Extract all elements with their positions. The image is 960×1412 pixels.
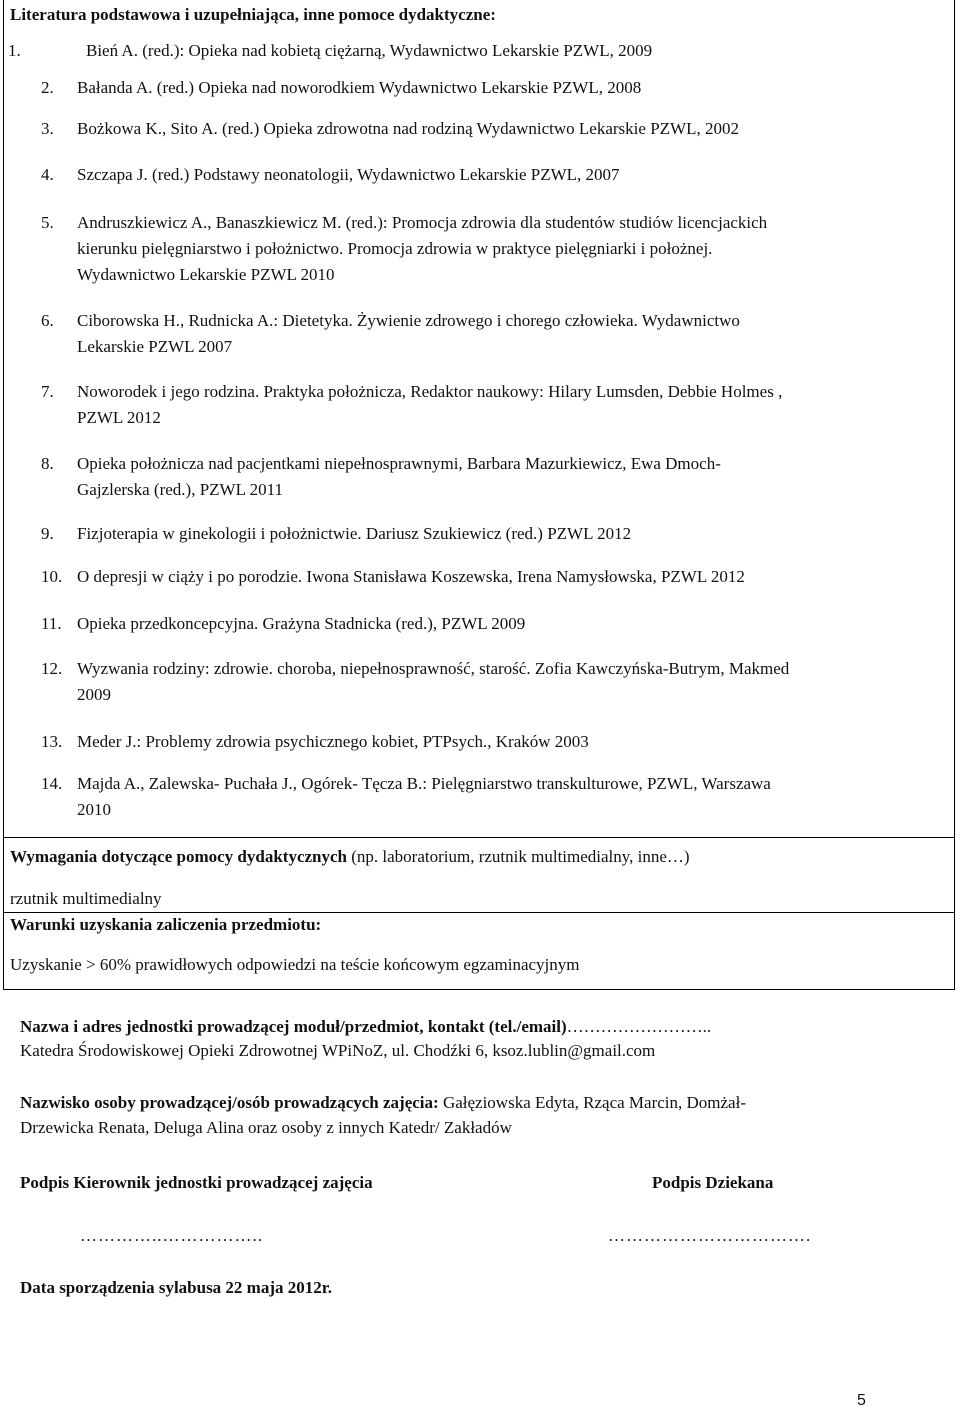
signature-right-dots: ……………………………. — [608, 1226, 812, 1245]
unit-label-line — [20, 1016, 711, 1038]
reference-text: 2010 — [77, 800, 111, 819]
reference-text: Opieka położnicza nad pacjentkami niepełnosprawnymi, Barbara Mazurkiewicz, Ewa Dmoch- — [77, 454, 721, 473]
reference-number: 10. — [41, 567, 63, 586]
reference-text: Wyzwania rodziny: zdrowie. choroba, niepełnosprawność, starość. Zofia Kawczyńska-Butrym, Makmed — [77, 659, 790, 678]
reference-text: Bałanda A. (red.) Opieka nad noworodkiem Wydawnictwo Lekarskie PZWL, 2008 — [77, 78, 642, 97]
reference-number: 4. — [41, 165, 54, 184]
reference-number: 9. — [41, 524, 54, 543]
reference-number: 5. — [41, 213, 54, 232]
reference-number: 8. — [41, 454, 54, 473]
teachers-value-2: Drzewicka Renata, Deluga Alina oraz osoby z innych Katedr/ Zakładów — [20, 1118, 512, 1137]
teachers-line-1 — [20, 1092, 746, 1114]
reference-text: Opieka przedkoncepcyjna. Grażyna Stadnicka (red.), PZWL 2009 — [77, 614, 526, 633]
requirements-value: rzutnik multimedialny — [10, 889, 162, 908]
reference-text: Ciborowska H., Rudnicka A.: Dietetyka. Żywienie zdrowego i chorego człowieka. Wydawnictwo — [77, 311, 740, 330]
reference-text: 2009 — [77, 685, 111, 704]
credit-heading: Warunki uzyskania zaliczenia przedmiotu: — [10, 915, 322, 934]
section-heading: Literatura podstawowa i uzupełniająca, inne pomoce dydaktyczne: — [10, 5, 496, 24]
reference-number: 12. — [41, 659, 63, 678]
reference-text: Szczapa J. (red.) Podstawy neonatologii, Wydawnictwo Lekarskie PZWL, 2007 — [77, 165, 620, 184]
unit-dots: …………………….. — [566, 1017, 712, 1036]
reference-text: Fizjoterapia w ginekologii i położnictwie. Dariusz Szukiewicz (red.) PZWL 2012 — [77, 524, 632, 543]
row-divider — [3, 912, 955, 913]
signature-left-label: Podpis Kierownik jednostki prowadzącej zajęcia — [20, 1173, 373, 1192]
reference-text: Noworodek i jego rodzina. Praktyka położnicza, Redaktor naukowy: Hilary Lumsden, Debbie Holmes , — [77, 382, 783, 401]
reference-text: Meder J.: Problemy zdrowia psychicznego kobiet, PTPsych., Kraków 2003 — [77, 732, 589, 751]
reference-number: 11. — [41, 614, 62, 633]
reference-text: Bożkowa K., Sito A. (red.) Opieka zdrowotna nad rodziną Wydawnictwo Lekarskie PZWL, 2002 — [77, 119, 739, 138]
reference-number: 2. — [41, 78, 54, 97]
reference-text: Andruszkiewicz A., Banaszkiewicz M. (red.): Promocja zdrowia dla studentów studiów licencjackich — [77, 213, 768, 232]
page-number: 5 — [857, 1392, 866, 1409]
unit-label: Nazwa i adres jednostki prowadzącej moduł/przedmiot, kontakt (tel./email) — [20, 1017, 567, 1036]
signature-left-dots: …………..…………….. — [80, 1226, 263, 1245]
credit-value: Uzyskanie > 60% prawidłowych odpowiedzi na teście końcowym egzaminacyjnym — [10, 955, 580, 974]
teachers-label: Nazwisko osoby prowadzącej/osób prowadzących zajęcia: — [20, 1093, 439, 1112]
reference-text: O depresji w ciąży i po porodzie. Iwona Stanisława Koszewska, Irena Namysłowska, PZWL 2012 — [77, 567, 745, 586]
row-divider — [3, 837, 955, 838]
requirements-heading-suffix: (np. laboratorium, rzutnik multimedialny, inne…) — [347, 847, 690, 866]
syllabus-date: Data sporządzenia sylabusa 22 maja 2012r. — [20, 1278, 332, 1297]
signature-right-label: Podpis Dziekana — [652, 1173, 774, 1192]
reference-text: Gajzlerska (red.), PZWL 2011 — [77, 480, 283, 499]
reference-number: 1. — [8, 41, 21, 60]
requirements-heading-bold: Wymagania dotyczące pomocy dydaktycznych — [10, 847, 347, 866]
teachers-value-1: Gałęziowska Edyta, Rząca Marcin, Domżał- — [438, 1093, 746, 1112]
reference-text: Bień A. (red.): Opieka nad kobietą ciężarną, Wydawnictwo Lekarskie PZWL, 2009 — [86, 41, 653, 60]
reference-text: PZWL 2012 — [77, 408, 161, 427]
reference-number: 6. — [41, 311, 54, 330]
reference-number: 13. — [41, 732, 63, 751]
reference-text: Lekarskie PZWL 2007 — [77, 337, 233, 356]
reference-text: Majda A., Zalewska- Puchała J., Ogórek- Tęcza B.: Pielęgniarstwo transkulturowe, PZWL, Warszawa — [77, 774, 771, 793]
reference-text: Wydawnictwo Lekarskie PZWL 2010 — [77, 265, 335, 284]
reference-number: 14. — [41, 774, 63, 793]
reference-number: 7. — [41, 382, 54, 401]
reference-text: kierunku pielęgniarstwo i położnictwo. Promocja zdrowia w praktyce pielęgniarki i położnej. — [77, 239, 713, 258]
reference-number: 3. — [41, 119, 54, 138]
requirements-heading — [10, 846, 690, 868]
unit-value: Katedra Środowiskowej Opieki Zdrowotnej WPiNoZ, ul. Chodźki 6, ksoz.lublin@gmail.com — [20, 1041, 656, 1060]
